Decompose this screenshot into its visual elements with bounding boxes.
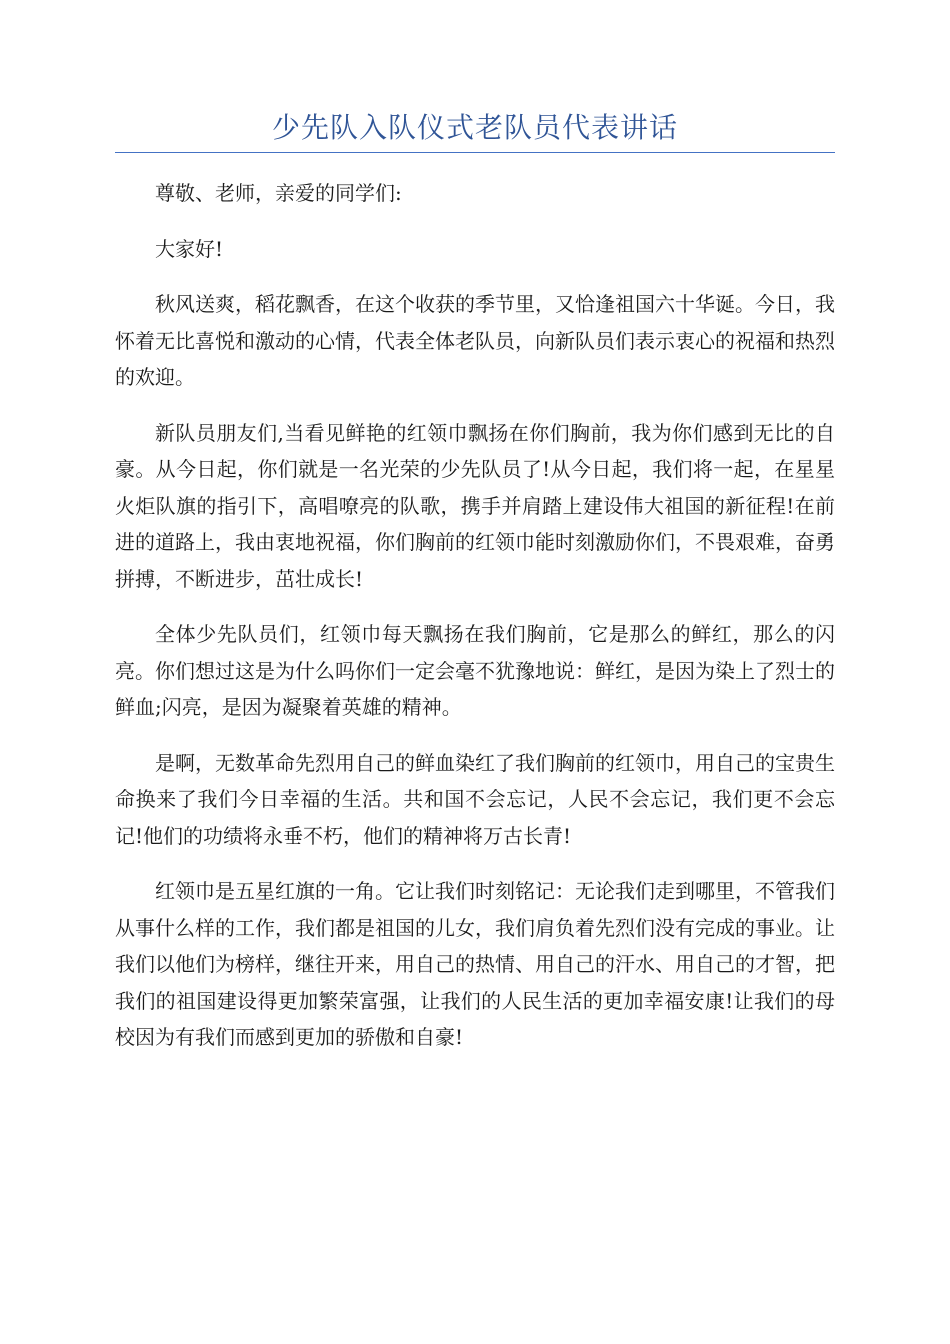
- body-paragraph-2: 新队员朋友们,当看见鲜艳的红领巾飘扬在你们胸前，我为你们感到无比的自豪。从今日起，你们就是一名光荣的少先队员了!从今日起，我们将一起，在星星火炬队旗的指引下，高唱嘹亮的队歌，携手并肩踏上建设伟大祖国的新征程!在前进的道路上，我由衷地祝福，你们胸前的红领巾能时刻激励你们，不畏艰难，奋勇拼搏，不断进步，茁壮成长!: [115, 420, 835, 591]
- body-paragraph-4: 是啊，无数革命先烈用自己的鲜血染红了我们胸前的红领巾，用自己的宝贵生命换来了我们今日幸福的生活。共和国不会忘记，人民不会忘记，我们更不会忘记!他们的功绩将永垂不朽，他们的精神将万古长青!: [115, 750, 835, 848]
- title-underline: [115, 152, 835, 153]
- body-paragraph-1: 秋风送爽，稻花飘香，在这个收获的季节里，又恰逢祖国六十华诞。今日，我怀着无比喜悦和激动的心情，代表全体老队员，向新队员们表示衷心的祝福和热烈的欢迎。: [115, 292, 835, 389]
- greeting: 大家好!: [155, 236, 224, 261]
- document-page: [115, 108, 835, 1075]
- document-title: 少先队入队仪式老队员代表讲话: [271, 111, 678, 144]
- body-paragraph-5: 红领巾是五星红旗的一角。它让我们时刻铭记：无论我们走到哪里，不管我们从事什么样的工作，我们都是祖国的儿女，我们肩负着先烈们没有完成的事业。让我们以他们为榜样，继往开来，用自己的热情、用自己的汗水、用自己的才智，把我们的祖国建设得更加繁荣富强，让我们的人民生活的更加幸福安康!让我们的母校因为有我们而感到更加的骄傲和自豪!: [115, 879, 835, 1049]
- body-paragraph-3: 全体少先队员们，红领巾每天飘扬在我们胸前，它是那么的鲜红，那么的闪亮。你们想过这是为什么吗你们一定会毫不犹豫地说：鲜红，是因为染上了烈士的鲜血;闪亮，是因为凝聚着英雄的精神。: [115, 622, 835, 719]
- salutation: 尊敬、老师，亲爱的同学们:: [155, 181, 402, 205]
